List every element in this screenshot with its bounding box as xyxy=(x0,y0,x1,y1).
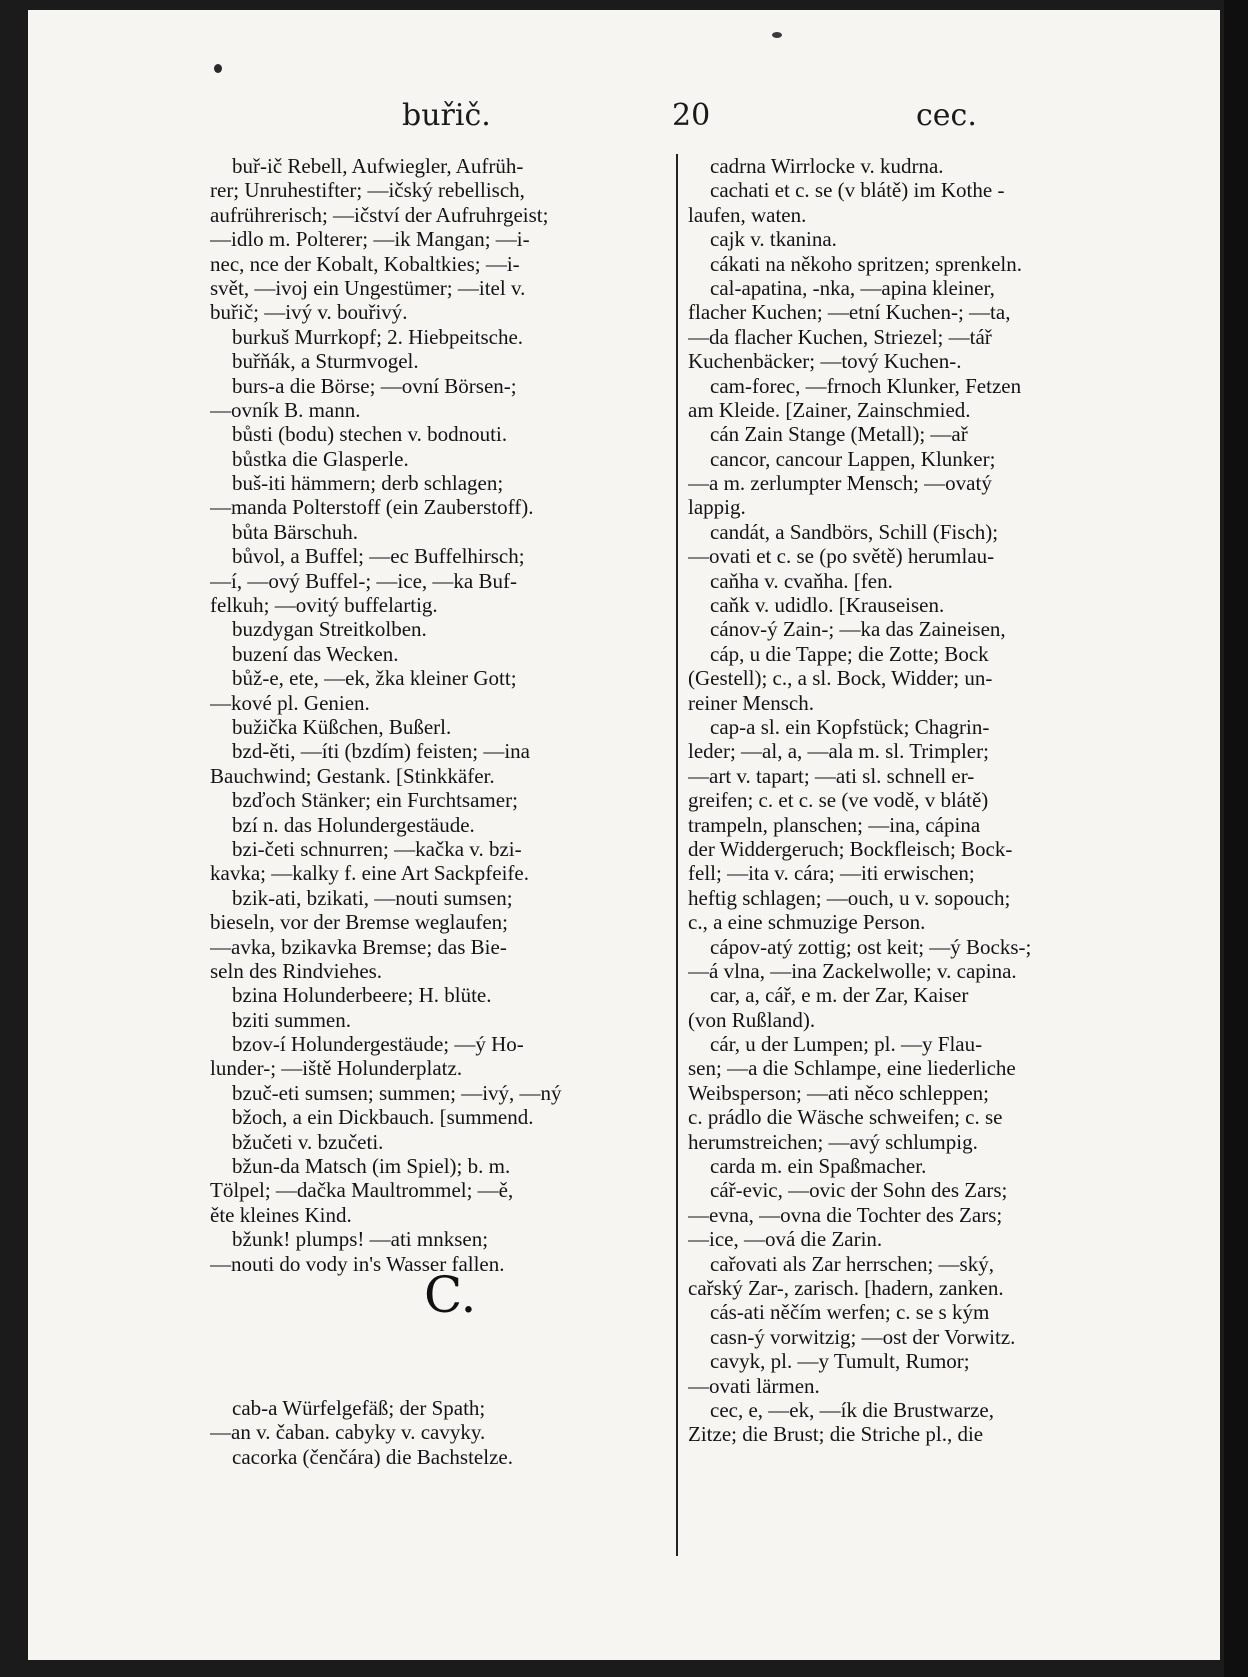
entry-line: cás-ati něčím werfen; c. se s kým xyxy=(710,1300,990,1325)
entry-line: bžun-da Matsch (im Spiel); b. m. xyxy=(232,1154,511,1179)
entry-line: bůta Bärschuh. xyxy=(232,519,358,544)
entry-line: candát, a Sandbörs, Schill (Fisch); xyxy=(710,519,999,544)
entry-line: Zitze; die Brust; die Striche pl., die xyxy=(688,1422,984,1447)
entry-line: —a m. zerlumpter Mensch; —ovatý xyxy=(688,471,992,496)
entry-line: bůsti (bodu) stechen v. bodnouti. xyxy=(232,422,508,447)
entry-line: felkuh; —ovitý buffelartig. xyxy=(210,593,438,618)
entry-line: —evna, —ovna die Tochter des Zars; xyxy=(688,1202,1003,1227)
entry-line: bůž-e, ete, —ek, žka kleiner Gott; xyxy=(232,666,517,691)
entry-line: Kuchenbäcker; —tový Kuchen-. xyxy=(688,349,962,374)
entry-line: cavyk, pl. —y Tumult, Rumor; xyxy=(710,1349,970,1374)
entry-line: am Kleide. [Zainer, Zainschmied. xyxy=(688,397,971,422)
ink-spot xyxy=(772,32,782,38)
entry-line: —á vlna, —ina Zackelwolle; v. capina. xyxy=(688,958,1017,983)
entry-line: ěte kleines Kind. xyxy=(210,1202,352,1227)
entry-line: laufen, waten. xyxy=(688,202,807,227)
entry-line: bzďoch Stänker; ein Furchtsamer; xyxy=(232,788,518,813)
entry-line: cápov-atý zottig; ost keit; —ý Bocks-; xyxy=(710,934,1032,959)
left-column-c-section xyxy=(210,1396,672,1469)
entry-line: cap-a sl. ein Kopfstück; Chagrin- xyxy=(710,714,990,739)
entry-line: buřňák, a Sturmvogel. xyxy=(232,349,419,374)
entry-line: cánov-ý Zain-; —ka das Zaineisen, xyxy=(710,617,1006,642)
entry-line: bužička Küßchen, Bußerl. xyxy=(232,714,452,739)
right-column xyxy=(688,154,1158,1447)
entry-line: cán Zain Stange (Metall); —ař xyxy=(710,422,968,447)
entry-line: bieseln, vor der Bremse weglaufen; xyxy=(210,910,508,935)
entry-line: Weibsperson; —ati něco schleppen; xyxy=(688,1080,989,1105)
entry-line: buřič; —ivý v. bouřivý. xyxy=(210,300,408,325)
entry-line: sen; —a die Schlampe, eine liederliche xyxy=(688,1056,1016,1081)
entry-line: —ice, —ová die Zarin. xyxy=(688,1227,883,1252)
page-number: 20 xyxy=(672,98,711,133)
entry-line: —da flacher Kuchen, Striezel; —tář xyxy=(688,324,992,349)
entry-line: car, a, cář, e m. der Zar, Kaiser xyxy=(710,983,969,1008)
entry-line: —idlo m. Polterer; —ik Mangan; —i- xyxy=(210,227,530,252)
entry-line: —ovati et c. se (po světě) herumlau- xyxy=(688,544,995,569)
entry-line: burs-a die Börse; —ovní Börsen-; xyxy=(232,373,517,398)
entry-line: cachati et c. se (v blátě) im Kothe - xyxy=(710,178,1005,203)
entry-line: carda m. ein Spaßmacher. xyxy=(710,1154,927,1179)
entry-line: reiner Mensch. xyxy=(688,690,814,715)
entry-line: burkuš Murrkopf; 2. Hiebpeitsche. xyxy=(232,324,524,349)
entry-line: cařský Zar-, zarisch. [hadern, zanken. xyxy=(688,1275,1004,1300)
entry-line: kavka; —kalky f. eine Art Sackpfeife. xyxy=(210,861,529,886)
entry-line: cajk v. tkanina. xyxy=(710,227,837,252)
entry-line: cadrna Wirrlocke v. kudrna. xyxy=(710,154,944,178)
entry-line: c., a eine schmuzige Person. xyxy=(688,910,926,935)
column-divider xyxy=(676,154,678,1556)
entry-line: c. prádlo die Wäsche schweifen; c. se xyxy=(688,1105,1003,1130)
entry-line: (Gestell); c., a sl. Bock, Widder; un- xyxy=(688,666,993,691)
entry-line: Bauchwind; Gestank. [Stinkkäfer. xyxy=(210,763,495,788)
header-first-entry: buřič. xyxy=(402,98,491,133)
entry-line: lunder-; —iště Holunderplatz. xyxy=(210,1056,463,1081)
book-spine-edge xyxy=(1224,0,1248,1677)
header-last-entry: cec. xyxy=(916,98,977,133)
entry-line: buzení das Wecken. xyxy=(232,641,399,666)
entry-line: cec, e, —ek, —ík die Brustwarze, xyxy=(710,1397,994,1422)
entry-line: bzuč-eti sumsen; summen; —ivý, —ný xyxy=(232,1080,562,1105)
entry-line: cacorka (čenčára) die Bachstelze. xyxy=(232,1444,513,1469)
entry-line: —avka, bzikavka Bremse; das Bie- xyxy=(210,934,507,959)
entry-line: heftig schlagen; —ouch, u v. sopouch; xyxy=(688,885,1011,910)
entry-line: —ovník B. mann. xyxy=(210,397,361,422)
entry-line: —ovati lärmen. xyxy=(688,1373,820,1398)
entry-line: —art v. tapart; —ati sl. schnell er- xyxy=(688,763,975,788)
entry-line: der Widdergeruch; Bockfleisch; Bock- xyxy=(688,836,1013,861)
entry-line: flacher Kuchen; —etní Kuchen-; —ta, xyxy=(688,300,1011,325)
entry-line: (von Rußland). xyxy=(688,1007,816,1032)
entry-line: trampeln, planschen; —ina, cápina xyxy=(688,812,981,837)
entry-line: bzik-ati, bzikati, —nouti sumsen; xyxy=(232,885,513,910)
entry-line: bziti summen. xyxy=(232,1007,351,1032)
section-letter: C. xyxy=(424,1266,477,1324)
entry-line: cam-forec, —frnoch Klunker, Fetzen xyxy=(710,373,1022,398)
entry-line: caňha v. cvaňha. [fen. xyxy=(710,568,893,593)
entry-line: bžučeti v. bzučeti. xyxy=(232,1129,384,1154)
entry-line: greifen; c. et c. se (ve vodě, v blátě) xyxy=(688,788,989,813)
entry-line: cařovati als Zar herrschen; —ský, xyxy=(710,1251,994,1276)
entry-line: —manda Polterstoff (ein Zauberstoff). xyxy=(210,495,534,520)
entry-line: cancor, cancour Lappen, Klunker; xyxy=(710,446,996,471)
entry-line: bzina Holunderbeere; H. blüte. xyxy=(232,983,492,1008)
entry-line: fell; —ita v. cára; —iti erwischen; xyxy=(688,861,975,886)
entry-line: nec, nce der Kobalt, Kobaltkies; —i- xyxy=(210,251,520,276)
entry-line: casn-ý vorwitzig; —ost der Vorwitz. xyxy=(710,1324,1016,1349)
entry-line: —nouti do vody in's Wasser fallen. xyxy=(210,1251,505,1276)
entry-line: —an v. čaban. cabyky v. cavyky. xyxy=(210,1420,486,1445)
entry-line: buš-iti hämmern; derb schlagen; xyxy=(232,471,504,496)
entry-line: bůstka die Glasperle. xyxy=(232,446,409,471)
entry-line: cáp, u die Tappe; die Zotte; Bock xyxy=(710,641,989,666)
entry-line: buzdygan Streitkolben. xyxy=(232,617,427,642)
entry-line: cal-apatina, -nka, —apina kleiner, xyxy=(710,275,995,300)
entry-line: cab-a Würfelgefäß; der Spath; xyxy=(232,1396,486,1420)
entry-line: bžunk! plumps! —ati mnksen; xyxy=(232,1227,489,1252)
entry-line: cář-evic, —ovic der Sohn des Zars; xyxy=(710,1178,1008,1203)
entry-line: cákati na někoho spritzen; sprenkeln. xyxy=(710,251,1022,276)
entry-line: bzí n. das Holundergestäude. xyxy=(232,812,475,837)
entry-line: lappig. xyxy=(688,495,746,520)
entry-line: bůvol, a Buffel; —ec Buffelhirsch; xyxy=(232,544,525,569)
entry-line: bzi-četi schnurren; —kačka v. bzi- xyxy=(232,836,522,861)
entry-line: bzov-í Holundergestäude; —ý Ho- xyxy=(232,1032,524,1057)
entry-line: cár, u der Lumpen; pl. —y Flau- xyxy=(710,1032,983,1057)
entry-line: —kové pl. Genien. xyxy=(210,690,370,715)
entry-line: bzd-ěti, —íti (bzdím) feisten; —ina xyxy=(232,739,530,764)
entry-line: buř-ič Rebell, Aufwiegler, Aufrüh- xyxy=(232,154,524,178)
left-column xyxy=(210,154,672,1276)
entry-line: —í, —ový Buffel-; —ice, —ka Buf- xyxy=(210,568,517,593)
entry-line: svět, —ivoj ein Ungestümer; —itel v. xyxy=(210,275,526,300)
entry-line: caňk v. udidlo. [Krauseisen. xyxy=(710,593,945,618)
entry-line: leder; —al, a, —ala m. sl. Trimpler; xyxy=(688,739,989,764)
entry-line: seln des Rindviehes. xyxy=(210,958,383,983)
entry-line: Tölpel; —dačka Maultrommel; —ě, xyxy=(210,1178,514,1203)
entry-line: herumstreichen; —avý schlumpig. xyxy=(688,1129,978,1154)
entry-line: aufrührerisch; —ičství der Aufruhrgeist; xyxy=(210,202,549,227)
entry-line: rer; Unruhestifter; —ičský rebellisch, xyxy=(210,178,525,203)
ink-spot xyxy=(214,64,222,73)
entry-line: bžoch, a ein Dickbauch. [summend. xyxy=(232,1105,534,1130)
